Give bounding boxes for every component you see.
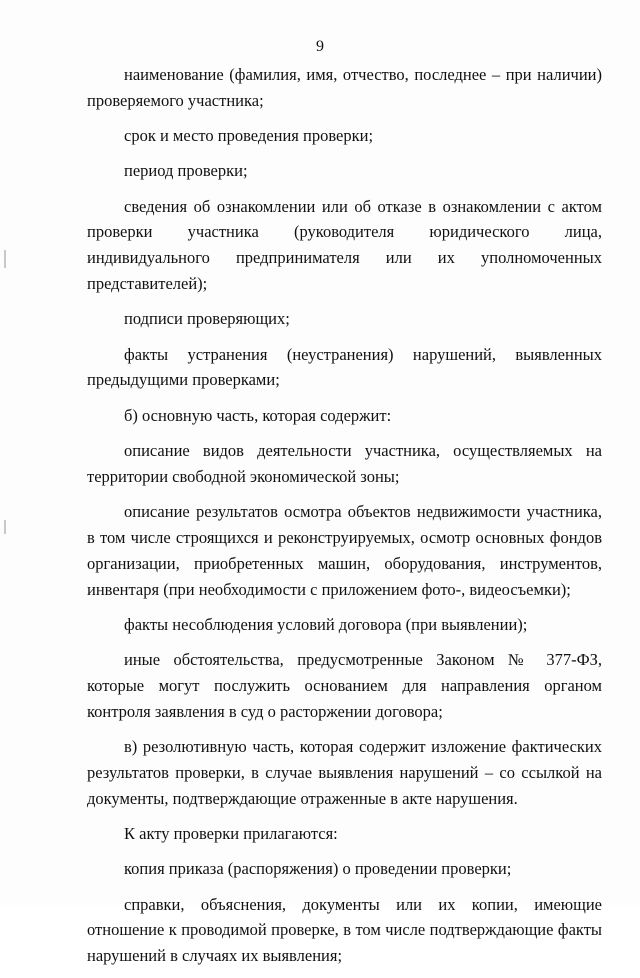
paragraph: К акту проверки прилагаются:: [124, 823, 338, 843]
paragraph: копия приказа (распоряжения) о проведении проверки;: [124, 859, 512, 879]
scan-edge-mark: [4, 250, 6, 268]
paragraph: период проверки;: [124, 161, 248, 181]
paragraph: срок и место проведения проверки;: [124, 126, 374, 146]
paragraph: справки, объяснения, документы или их копии, имеющие отношение к проводимой проверке, в том числе подтверждающие факты нарушений в случаях их выявления;: [87, 894, 602, 966]
paragraph: наименование (фамилия, имя, отчество, последнее – при наличии) проверяемого участника;: [87, 65, 602, 110]
page-number: 9: [316, 38, 324, 55]
paragraph: иные обстоятельства, предусмотренные Законом № 377-ФЗ, которые могут послужить основанием для направления органом контроля заявления в суд о расторжении договора;: [87, 650, 602, 721]
paragraph: сведения об ознакомлении или об отказе в ознакомлении с актом проверки участника (руководителя юридического лица, индивидуального предпринимателя или их уполномоченных представителей);: [87, 196, 602, 294]
paragraph: в) резолютивную часть, которая содержит изложение фактических результатов проверки, в случае выявления нарушений – со ссылкой на документы, подтверждающие отраженные в акте нарушения.: [87, 737, 602, 808]
paragraph: факты устранения (неустранения) нарушений, выявленных предыдущими проверками;: [87, 344, 602, 390]
paragraph: б) основную часть, которая содержит:: [124, 405, 392, 425]
paragraph: описание видов деятельности участника, осуществляемых на территории свободной экономической зоны;: [87, 441, 602, 486]
paragraph: факты несоблюдения условий договора (при выявлении);: [124, 614, 528, 634]
paragraph: подписи проверяющих;: [124, 309, 290, 329]
document-body: [87, 62, 602, 978]
scan-edge-mark: [4, 520, 6, 534]
paragraph: описание результатов осмотра объектов недвижимости участника, в том числе строящихся и реконструируемых, осмотр основных фондов организации, приобретенных машин, оборудования, инструментов, инвентаря (при необходимости с приложением фото-, видеосъемки);: [87, 502, 602, 599]
